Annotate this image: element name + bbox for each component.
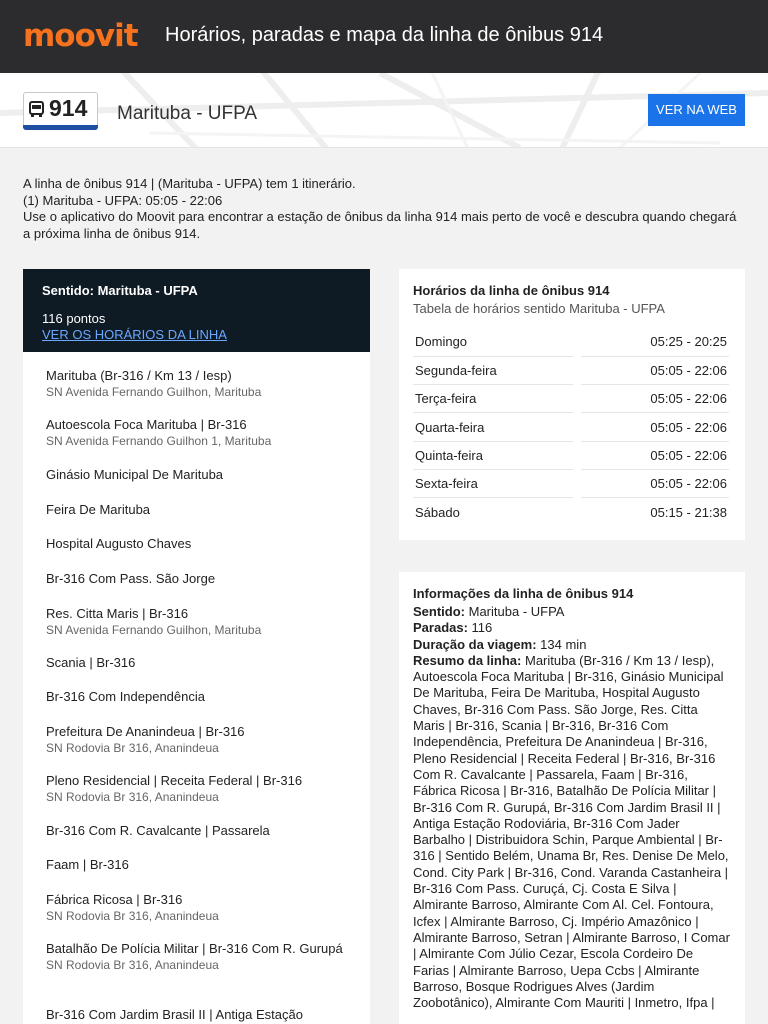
stop-address: SN Avenida Fernando Guilhon, Marituba bbox=[46, 623, 262, 637]
stop-item[interactable] bbox=[46, 466, 346, 484]
schedule-time: 05:05 - 22:06 bbox=[581, 413, 729, 441]
stop-name: Hospital Augusto Chaves bbox=[46, 536, 192, 551]
schedule-day: Quarta-feira bbox=[413, 413, 573, 441]
top-bar bbox=[0, 0, 768, 73]
stops-header bbox=[23, 269, 370, 352]
schedule-time: 05:05 - 22:06 bbox=[581, 441, 729, 469]
schedule-row bbox=[413, 385, 729, 413]
intro-line-3: Use o aplicativo do Moovit para encontrar a estação de ônibus da linha 914 mais perto de você e descubra quando chegará a próxima linha de ônibus 914. bbox=[23, 209, 737, 241]
info-summary-value: Marituba (Br-316 / Km 13 / Iesp), Autoescola Foca Marituba | Br-316, Ginásio Municipal De Marituba, Feira De Marituba, Hospital Augusto Chaves, Br-316 Com Pass. São Jorge, Res. Citta Maris | Br-316, Scania | Br-316, Br-316 Com Independência, Prefeitura De Ananindeua | Br-316, Pleno Residencial | Receita Federal | Br-316, Br-316 Com R. Cavalcante | Passarela, Faam | Br-316, Fábrica Ricosa | Br-316, Batalhão De Polícia Militar | Br-316 Com R. Gurupá, Br-316 Com Jardim Brasil II | Antiga Estação Rodoviária, Br-316 Com Jader Barbalho | Distribuidora Schin, Parque Ambiental | Br-316 | Sentido Belém, Unama Br, Res. Denise De Melo, Cond. City Park | Br-316, Cond. Varanda Castanheira | Br-316 Com Pass. Curuçá, Cj. Costa E Silva | Almirante Barroso, Almirante Com Al. Cel. Fontoura, Icfex | Almirante Barroso, Cj. Império Amazônico | Almirante Barroso, Setran | Almirante Barroso, I Comar | Almirante Com Júlio Cezar, Escola Cordeiro De Farias | Almirante Barroso, Uepa Ccbs | Almirante Barroso, Bosque Rodrigues Alves (Jardim Zoobotânico), Almirante Com Mauriti | Inmetro, Ifpa | bbox=[413, 652, 730, 1011]
stop-count: 116 pontos bbox=[42, 311, 106, 326]
stop-name: Prefeitura De Ananindeua | Br-316 bbox=[46, 724, 245, 739]
stop-name: Fábrica Ricosa | Br-316 bbox=[46, 892, 183, 907]
info-card bbox=[399, 572, 745, 1024]
schedule-day: Sexta-feira bbox=[413, 469, 573, 497]
info-duration bbox=[413, 637, 731, 653]
intro-line-1: A linha de ônibus 914 | (Marituba - UFPA) tem 1 itinerário. bbox=[23, 176, 356, 191]
schedule-spacer bbox=[573, 385, 581, 413]
stop-name: Scania | Br-316 bbox=[46, 655, 136, 670]
info-stops-label: Paradas: bbox=[413, 620, 468, 636]
stop-name: Res. Citta Maris | Br-316 bbox=[46, 606, 189, 621]
stop-item[interactable] bbox=[46, 891, 346, 924]
stop-name: Br-316 Com Independência bbox=[46, 689, 205, 704]
schedule-row bbox=[413, 328, 729, 356]
schedule-spacer bbox=[573, 469, 581, 497]
stop-item[interactable] bbox=[46, 940, 346, 973]
info-summary-label: Resumo da linha: bbox=[413, 652, 522, 668]
route-number: 914 bbox=[49, 95, 88, 121]
schedule-time: 05:25 - 20:25 bbox=[581, 328, 729, 356]
route-header bbox=[0, 73, 768, 148]
schedule-day: Quinta-feira bbox=[413, 441, 573, 469]
info-direction-value: Marituba - UFPA bbox=[468, 604, 565, 619]
route-badge bbox=[23, 92, 98, 130]
schedule-day: Terça-feira bbox=[413, 385, 573, 413]
stop-address: SN Rodovia Br 316, Ananindeua bbox=[46, 790, 219, 804]
schedule-spacer bbox=[573, 328, 581, 356]
schedule-spacer bbox=[573, 356, 581, 384]
stop-item[interactable] bbox=[46, 570, 346, 588]
stop-item[interactable] bbox=[46, 856, 346, 874]
stop-address: SN Avenida Fernando Guilhon 1, Marituba bbox=[46, 434, 272, 448]
intro-line-2: (1) Marituba - UFPA: 05:05 - 22:06 bbox=[23, 192, 223, 208]
info-title: Informações da linha de ônibus 914 bbox=[413, 586, 634, 601]
stop-name: Br-316 Com Jardim Brasil II | Antiga Estação bbox=[46, 1007, 303, 1022]
page-title: Horários, paradas e mapa da linha de ônibus 914 bbox=[165, 24, 604, 46]
schedule-row bbox=[413, 498, 729, 526]
stop-item[interactable] bbox=[46, 688, 346, 706]
stop-item[interactable] bbox=[46, 535, 346, 553]
stop-item[interactable] bbox=[46, 822, 346, 840]
bus-icon bbox=[29, 101, 44, 118]
stops-panel bbox=[23, 269, 370, 1024]
schedule-spacer bbox=[573, 413, 581, 441]
stop-name: Ginásio Municipal De Marituba bbox=[46, 467, 224, 482]
schedule-subtitle: Tabela de horários sentido Marituba - UFPA bbox=[413, 301, 665, 316]
schedule-card bbox=[399, 269, 745, 540]
view-schedule-link[interactable]: VER OS HORÁRIOS DA LINHA bbox=[42, 327, 227, 342]
info-stops-value: 116 bbox=[471, 620, 493, 636]
stop-item[interactable] bbox=[46, 1006, 346, 1024]
stop-item[interactable] bbox=[46, 605, 346, 638]
info-direction bbox=[413, 604, 731, 620]
stop-name: Pleno Residencial | Receita Federal | Br-316 bbox=[46, 773, 303, 788]
stop-address: SN Avenida Fernando Guilhon, Marituba bbox=[46, 385, 262, 399]
schedule-row bbox=[413, 441, 729, 469]
stop-item[interactable] bbox=[46, 367, 346, 400]
schedule-spacer bbox=[573, 441, 581, 469]
info-summary bbox=[413, 653, 731, 1012]
stop-address: SN Rodovia Br 316, Ananindeua bbox=[46, 741, 219, 755]
moovit-logo[interactable]: moovit bbox=[23, 18, 138, 54]
route-color-strip bbox=[23, 125, 98, 130]
schedule-spacer bbox=[573, 498, 581, 526]
schedule-time: 05:05 - 22:06 bbox=[581, 385, 729, 413]
info-duration-value: 134 min bbox=[540, 636, 587, 652]
schedule-table bbox=[413, 328, 729, 526]
schedule-row bbox=[413, 469, 729, 497]
schedule-day: Sábado bbox=[415, 504, 460, 520]
stop-name: Faam | Br-316 bbox=[46, 857, 129, 872]
schedule-time: 05:05 - 22:06 bbox=[581, 356, 729, 384]
ver-na-web-button[interactable]: VER NA WEB bbox=[648, 94, 745, 126]
info-duration-label: Duração da viagem: bbox=[413, 636, 537, 652]
stop-item[interactable] bbox=[46, 501, 346, 519]
info-direction-label: Sentido: bbox=[413, 604, 465, 619]
stop-name: Marituba (Br-316 / Km 13 / Iesp) bbox=[46, 368, 232, 383]
stop-name: Autoescola Foca Marituba | Br-316 bbox=[46, 417, 247, 432]
stop-name: Br-316 Com Pass. São Jorge bbox=[46, 571, 216, 586]
schedule-time: 05:05 - 22:06 bbox=[581, 469, 729, 497]
info-stops bbox=[413, 620, 731, 636]
schedule-day: Domingo bbox=[413, 328, 573, 356]
stop-item[interactable] bbox=[46, 723, 346, 756]
schedule-row bbox=[413, 356, 729, 384]
stop-item[interactable] bbox=[46, 416, 346, 449]
stop-address: SN Rodovia Br 316, Ananindeua bbox=[46, 909, 219, 923]
route-name: Marituba - UFPA bbox=[117, 103, 258, 124]
stop-address: SN Rodovia Br 316, Ananindeua bbox=[46, 958, 219, 972]
schedule-row bbox=[413, 413, 729, 441]
stop-item[interactable] bbox=[46, 654, 346, 672]
stop-item[interactable] bbox=[46, 772, 346, 805]
schedule-time: 05:15 - 21:38 bbox=[650, 504, 727, 520]
direction-label: Sentido: Marituba - UFPA bbox=[42, 283, 198, 298]
stop-name: Feira De Marituba bbox=[46, 502, 151, 517]
schedule-title: Horários da linha de ônibus 914 bbox=[413, 283, 610, 298]
stop-name: Batalhão De Polícia Militar | Br-316 Com R. Gurupá bbox=[46, 941, 343, 956]
intro-text bbox=[23, 176, 743, 242]
stop-name: Br-316 Com R. Cavalcante | Passarela bbox=[46, 823, 270, 838]
schedule-day: Segunda-feira bbox=[413, 356, 573, 384]
